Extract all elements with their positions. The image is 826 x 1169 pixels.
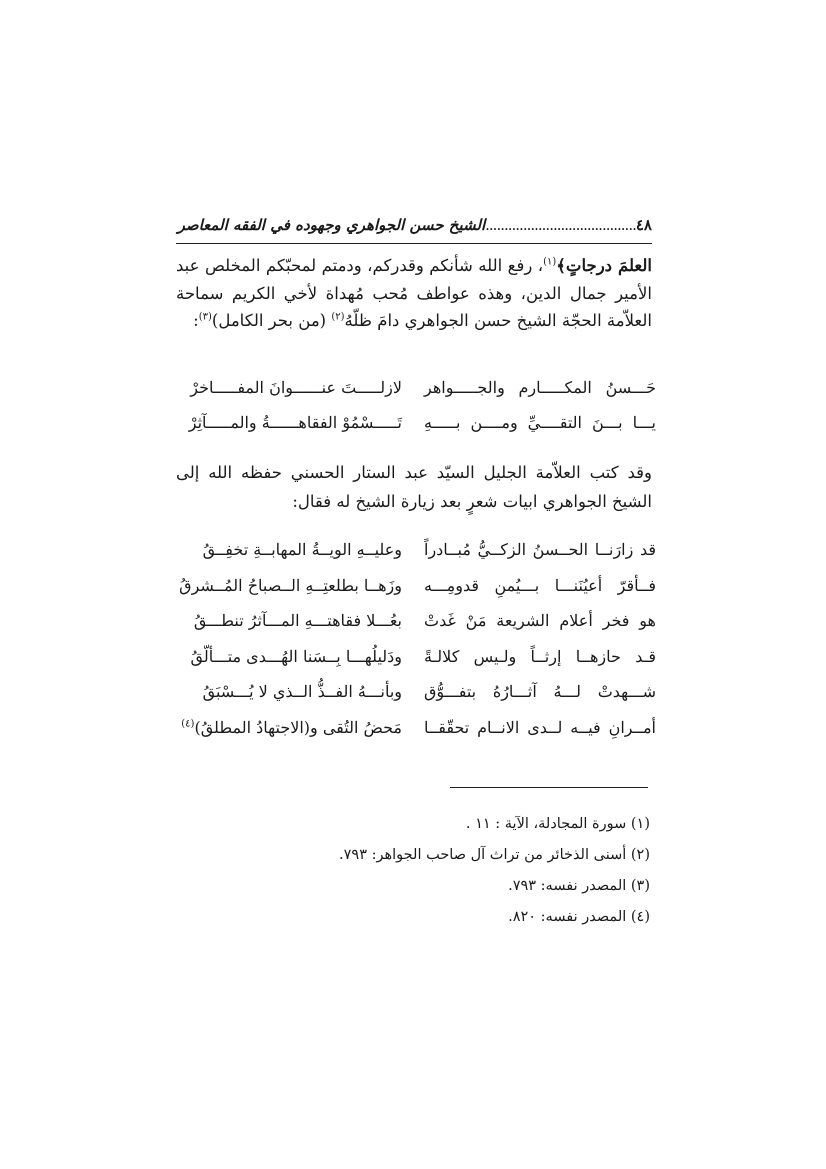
quran-quote-bold: العلمَ درجاتٍ﴾ — [556, 256, 652, 275]
intro-paragraph — [176, 252, 652, 335]
verse-first-hemistich: حَـــسنُ المكـــــارم والجـــــواهر — [424, 378, 656, 397]
verse-second-hemistich: وزَهــا بطلعتِــهِ الــصباحُ المُــشرقُ — [179, 575, 402, 595]
second-paragraph: وقد كتب العلاّمة الجليل السيّد عبد الستار الحسني حفظه الله إلى الشيخ الجواهري ابيات شعرٍ بعد زيارة الشيخ له فقال: — [176, 463, 652, 511]
intro-text-a: ، رفع الله شأنكم وقدركم، ودمتم لمحبّكم المخلص عبد الأمير جمال الدين، وهذه عواطف مُحب مُهداة لأخي الكريم سماحة العلاّمة الحجّة الشيخ حسن الجواهري دامَ ظلّهُ — [176, 256, 652, 330]
footnote-separator — [450, 787, 648, 788]
verse-first-hemistich: هو فخر أعلام الشريعة مَنْ غَدتْ — [424, 611, 656, 631]
page-number: ٤٨ — [635, 216, 652, 234]
verse-second-text: مَحضُ التُقى و(الاجتهادُ المطلقُ) — [194, 717, 402, 737]
footnotes — [174, 809, 650, 933]
footnote-ref-2: (٢) — [331, 311, 345, 323]
verse-second-hemistich: لازلـــــتَ عنــــــوانَ المفـــــاخرْ — [190, 378, 402, 397]
verse-first-hemistich: يـــا بـــنَ التقــــيِّ ومــــن بـــــهِ — [424, 413, 656, 432]
verse-first-hemistich: قد زارَنــا الحــسنُ الزكــيُّ مُبــادراً — [424, 540, 656, 560]
footnote-item: (٣) المصدر نفسه: ٧٩٣. — [508, 878, 650, 894]
header-dot-leader: ........................................ — [485, 216, 636, 234]
poem-1-verse — [170, 370, 656, 405]
poem-2-verse — [170, 639, 656, 675]
footnote-ref-4: (٤) — [181, 718, 195, 730]
footnote-item: (١) سورة المجادلة، الآية : ١١ . — [465, 816, 650, 832]
verse-second-hemistich — [170, 718, 402, 737]
poem-1 — [170, 370, 656, 440]
poem-2-verse — [170, 568, 656, 604]
intro-text-b: (من بحر الكامل) — [211, 311, 332, 330]
verse-first-hemistich: فــأقرّ أعيُنَنـــا بـــيُمنِ قدومِـــه — [424, 575, 656, 595]
poem-2-verse — [170, 674, 656, 710]
intro-text-c: : — [193, 311, 199, 330]
verse-second-hemistich: وبأنـــهُ الفــذُّ الــذي لا يُـــسْبَقُ — [202, 682, 402, 702]
running-title: الشيخ حسن الجواهري وجهوده في الفقه المعاصر — [177, 216, 486, 234]
verse-second-hemistich: وعليــهِ الويــةُ المهابــةِ تخفِــقُ — [202, 540, 402, 560]
footnote-item: (٤) المصدر نفسه: ٨٢٠. — [508, 909, 650, 925]
running-header — [176, 216, 652, 234]
poem-2-verse — [170, 710, 656, 746]
verse-first-hemistich: أمــرانِ فيــه لــدى الانــام تحقّقــا — [424, 717, 656, 737]
poem-2 — [170, 532, 656, 745]
header-rule — [176, 243, 652, 244]
footnote-item: (٢) أسنى الذخائر من تراث آل صاحب الجواهر: ٧٩٣. — [339, 847, 650, 863]
poem-2-verse — [170, 603, 656, 639]
poem-1-verse — [170, 405, 656, 440]
verse-first-hemistich: شـــهدتْ لـــهُ آثـــارُهُ بتفـــوُّق — [424, 682, 656, 702]
verse-first-hemistich: قـد حازهــا إرثــاً ولـيس كلالـةً — [424, 646, 656, 666]
verse-second-hemistich: ودَليلُهـــا بِــسَنا الهُـــدى متـــألّقُ — [190, 646, 402, 666]
footnote-ref-3: (٣) — [198, 311, 212, 323]
verse-second-hemistich: تَـــــسْمُوْ الفقاهــــــةُ والمـــــآثِرْ — [188, 413, 402, 432]
poem-2-verse — [170, 532, 656, 568]
footnote-ref-1: (١) — [543, 256, 557, 268]
verse-second-hemistich: بعُـــلا فقاهتـــهِ المـــآثرُ تنطـــقُ — [193, 611, 402, 631]
